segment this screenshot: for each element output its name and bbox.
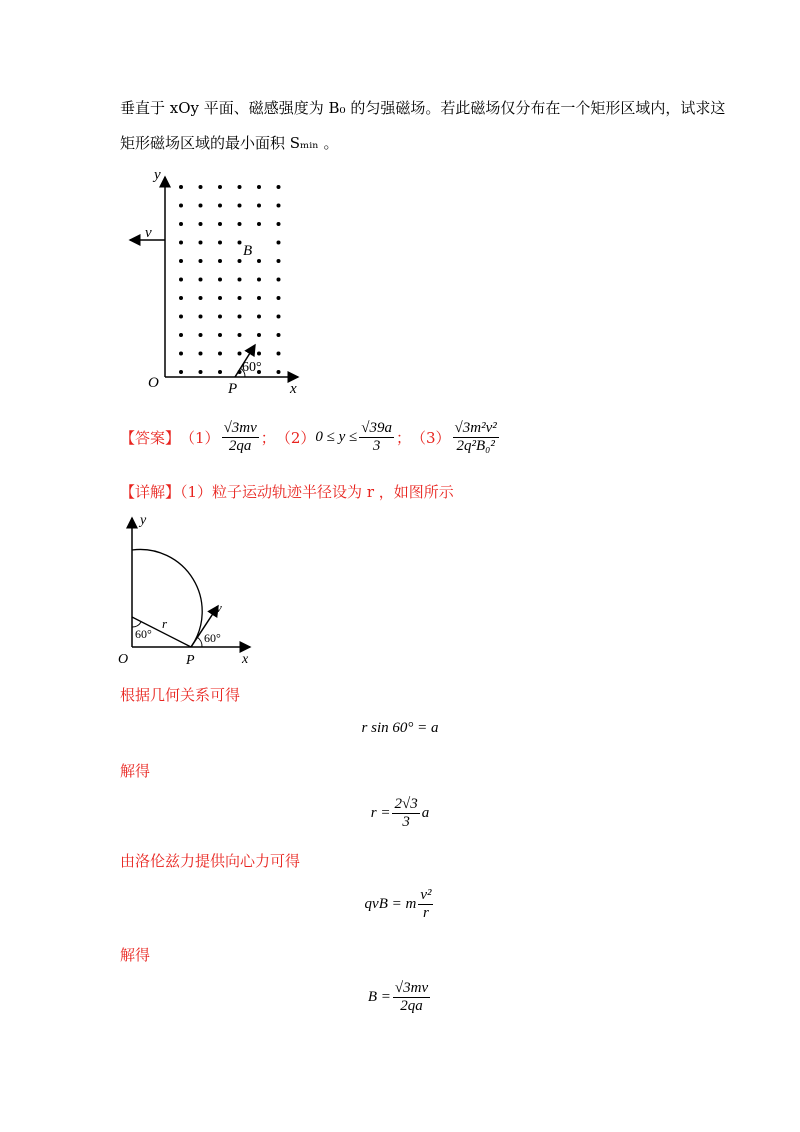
y-label: y bbox=[140, 513, 147, 528]
solve-text-1: 解得 bbox=[120, 762, 151, 780]
field-dot bbox=[179, 333, 183, 337]
field-dot bbox=[238, 315, 242, 319]
field-dot bbox=[199, 333, 203, 337]
field-dot bbox=[238, 278, 242, 282]
field-dot bbox=[199, 278, 203, 282]
geo-relation-text: 根据几何关系可得 bbox=[120, 686, 241, 704]
field-dot bbox=[199, 296, 203, 300]
field-dot bbox=[277, 352, 281, 356]
field-dot bbox=[238, 222, 242, 226]
b-label: B bbox=[243, 243, 253, 259]
field-dot bbox=[179, 185, 183, 189]
field-dot bbox=[238, 185, 242, 189]
x-label: x bbox=[290, 381, 297, 397]
answer-part2-denominator: 3 bbox=[372, 438, 381, 454]
angle-left-label: 60° bbox=[135, 627, 152, 641]
field-dot bbox=[257, 333, 261, 337]
field-dot bbox=[179, 222, 183, 226]
field-dot bbox=[179, 315, 183, 319]
problem-line-1: 垂直于 xOy 平面、磁感强度为 B₀ 的匀强磁场。若此磁场仅分布在一个矩形区域内，试求这 bbox=[120, 99, 726, 117]
answer-tag: 【答案】 bbox=[120, 429, 181, 447]
eq4-numerator: √3mv bbox=[394, 980, 429, 996]
field-dot bbox=[238, 333, 242, 337]
detail-text: （1）粒子运动轨迹半径设为 r ，如图所示 bbox=[180, 483, 454, 501]
field-dots bbox=[179, 185, 281, 374]
eq3-numerator: v² bbox=[420, 887, 432, 903]
answer-sep1: ； bbox=[260, 429, 276, 447]
field-dot bbox=[218, 204, 222, 208]
field-dot bbox=[218, 259, 222, 263]
field-dot bbox=[179, 259, 183, 263]
v-label: v bbox=[145, 225, 152, 241]
field-dot bbox=[199, 222, 203, 226]
answer-part1-fraction bbox=[222, 420, 259, 455]
r-label: r bbox=[162, 616, 168, 631]
answer-part2-num: （2） bbox=[275, 429, 316, 447]
equation-2 bbox=[0, 796, 800, 831]
field-dot bbox=[179, 278, 183, 282]
field-dot bbox=[218, 370, 222, 374]
field-dot bbox=[199, 370, 203, 374]
lorentz-text: 由洛伦兹力提供向心力可得 bbox=[120, 852, 301, 870]
field-dot bbox=[277, 204, 281, 208]
field-dot bbox=[277, 222, 281, 226]
answer-part1-denominator: 2qa bbox=[228, 438, 252, 454]
field-dot bbox=[277, 370, 281, 374]
field-dot bbox=[257, 204, 261, 208]
field-dot bbox=[277, 241, 281, 245]
answer-part3-numerator: √3m²v² bbox=[454, 420, 497, 436]
field-dot bbox=[199, 259, 203, 263]
answer-sep2: ； bbox=[395, 429, 411, 447]
field-dot bbox=[179, 352, 183, 356]
field-dot bbox=[277, 315, 281, 319]
angle-right-label: 60° bbox=[204, 631, 221, 645]
field-dot bbox=[199, 352, 203, 356]
answer-part3-denominator: 2q²B₀² bbox=[456, 438, 495, 454]
origin-label: O bbox=[148, 375, 159, 391]
field-dot bbox=[277, 333, 281, 337]
eq2-right: a bbox=[421, 805, 430, 821]
answer-part2-fraction bbox=[359, 420, 394, 455]
field-dot bbox=[238, 204, 242, 208]
eq2-left: r = bbox=[370, 805, 391, 821]
field-dot bbox=[179, 370, 183, 374]
problem-line-2: 矩形磁场区域的最小面积 Sₘᵢₙ 。 bbox=[120, 134, 339, 152]
field-dot bbox=[257, 296, 261, 300]
eq4-fraction bbox=[393, 980, 430, 1015]
p-label: P bbox=[186, 653, 195, 668]
answer-part3-fraction bbox=[453, 420, 499, 455]
field-dot bbox=[257, 278, 261, 282]
field-dot bbox=[238, 296, 242, 300]
field-dot bbox=[277, 296, 281, 300]
figure-2-trajectory bbox=[118, 510, 263, 670]
figure-1-magnetic-field bbox=[120, 165, 320, 400]
field-dot bbox=[218, 296, 222, 300]
eq4-left: B = bbox=[367, 989, 391, 1005]
answer-part3-num: （3） bbox=[410, 429, 451, 447]
y-label: y bbox=[154, 167, 161, 183]
field-dot bbox=[218, 241, 222, 245]
field-dot bbox=[179, 204, 183, 208]
field-dot bbox=[199, 241, 203, 245]
detail-line bbox=[120, 481, 454, 502]
field-dot bbox=[257, 222, 261, 226]
x-label: x bbox=[242, 652, 249, 667]
answer-part1-numerator: √3mv bbox=[223, 420, 257, 436]
solve-text-2: 解得 bbox=[120, 946, 151, 964]
field-dot bbox=[257, 315, 261, 319]
field-dot bbox=[277, 278, 281, 282]
field-dot bbox=[199, 185, 203, 189]
eq2-denominator: 3 bbox=[402, 814, 410, 830]
field-dot bbox=[218, 222, 222, 226]
field-dot bbox=[218, 185, 222, 189]
field-dot bbox=[257, 352, 261, 356]
field-dot bbox=[199, 204, 203, 208]
answer-line bbox=[120, 420, 501, 455]
field-dot bbox=[218, 352, 222, 356]
field-dot bbox=[199, 315, 203, 319]
eq2-numerator: 2√3 bbox=[394, 796, 418, 812]
field-dot bbox=[238, 241, 242, 245]
v-label: v bbox=[216, 600, 222, 615]
eq4-denominator: 2qa bbox=[400, 998, 423, 1014]
eq3-left: qvB = m bbox=[364, 896, 417, 912]
field-dot bbox=[218, 333, 222, 337]
equation-4 bbox=[0, 980, 800, 1015]
field-dot bbox=[257, 259, 261, 263]
field-dot bbox=[179, 296, 183, 300]
field-dot bbox=[238, 259, 242, 263]
answer-part2-numerator: √39a bbox=[361, 420, 392, 436]
eq3-denominator: r bbox=[422, 905, 429, 921]
field-dot bbox=[179, 241, 183, 245]
eq2-fraction bbox=[392, 796, 419, 831]
field-dot bbox=[218, 278, 222, 282]
answer-part2-expr: 0 ≤ y ≤ bbox=[315, 429, 358, 445]
field-dot bbox=[277, 259, 281, 263]
answer-part1-num: （1） bbox=[180, 429, 220, 447]
equation-1: r sin 60° = a bbox=[361, 720, 439, 736]
detail-tag: 【详解】 bbox=[120, 483, 181, 501]
origin-label: O bbox=[118, 652, 129, 667]
field-dot bbox=[238, 352, 242, 356]
field-dot bbox=[218, 315, 222, 319]
equation-3 bbox=[0, 887, 800, 922]
eq3-fraction bbox=[418, 887, 433, 922]
p-label: P bbox=[228, 381, 238, 397]
field-dot bbox=[257, 185, 261, 189]
field-dot bbox=[277, 185, 281, 189]
angle-label: 60° bbox=[242, 360, 262, 375]
